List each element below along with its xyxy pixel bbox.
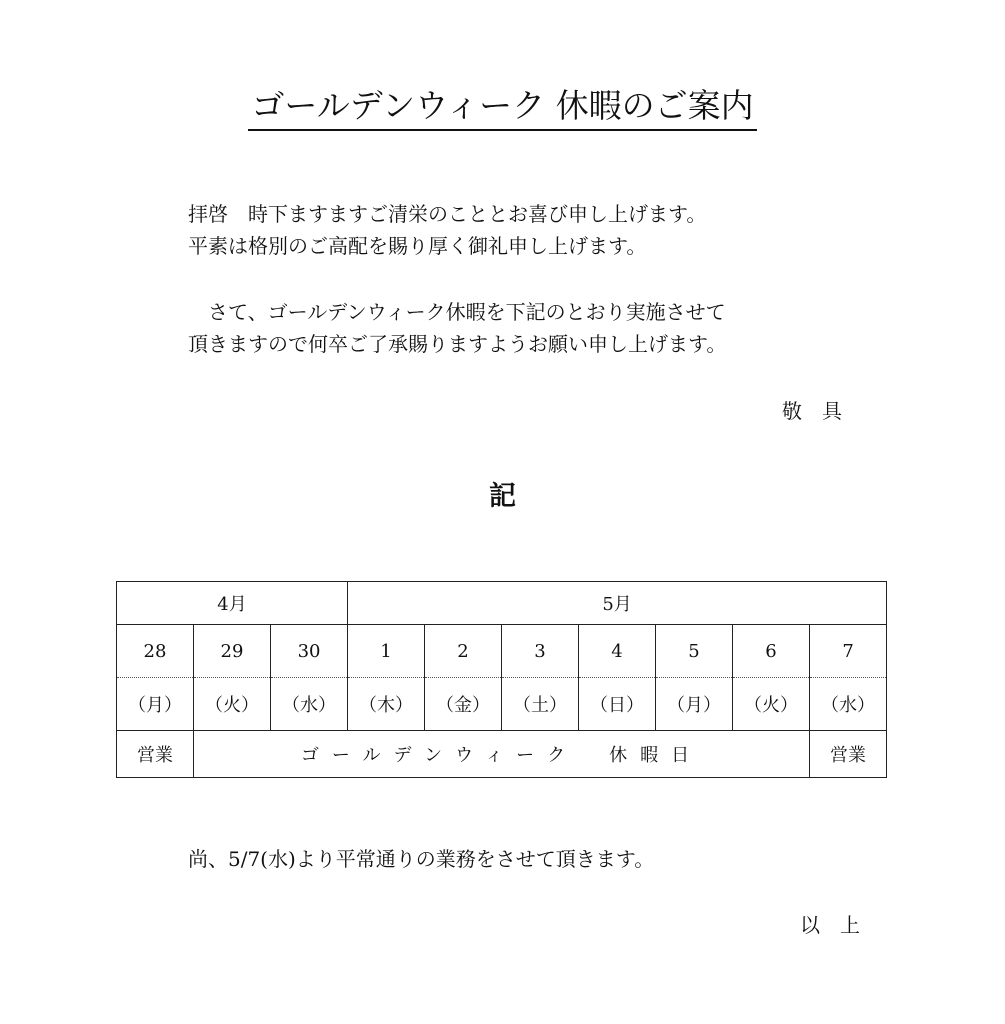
- status-row: [117, 731, 887, 778]
- status-open-cell-start: 営業: [117, 731, 194, 778]
- date-cell: 29: [194, 625, 271, 678]
- document-title-text: ゴールデンウィーク 休暇のご案内: [248, 84, 756, 131]
- weekday-cell: （水）: [271, 678, 348, 731]
- weekday-cell: （火）: [733, 678, 810, 731]
- end-mark: 以 上: [800, 913, 860, 937]
- month-cell-april: 4月: [117, 582, 348, 625]
- weekday-cell: （金）: [425, 678, 502, 731]
- date-cell: 2: [425, 625, 502, 678]
- weekday-cell: （月）: [656, 678, 733, 731]
- message-line-1: さて、ゴールデンウィーク休暇を下記のとおり実施させて: [188, 300, 726, 324]
- message-paragraph: [188, 296, 726, 360]
- weekday-cell: （木）: [348, 678, 425, 731]
- date-cell: 7: [810, 625, 887, 678]
- month-cell-may: 5月: [348, 582, 887, 625]
- closing-salutation: 敬 具: [782, 399, 842, 423]
- weekday-cell: （火）: [194, 678, 271, 731]
- weekday-cell: （土）: [502, 678, 579, 731]
- date-cell: 6: [733, 625, 810, 678]
- document-title: [0, 84, 1005, 131]
- month-row: [117, 582, 887, 625]
- date-cell: 28: [117, 625, 194, 678]
- message-line-2: 頂きますので何卒ご了承賜りますようお願い申し上げます。: [188, 332, 727, 356]
- notice-heading: 記: [489, 481, 516, 512]
- holiday-schedule-table: [116, 581, 887, 778]
- date-cell: 3: [502, 625, 579, 678]
- note-paragraph: 尚、5/7(水)より平常通りの業務をさせて頂きます。: [188, 847, 655, 871]
- greeting-line-1: 拝啓 時下ますますご清栄のこととお喜び申し上げます。: [188, 202, 707, 226]
- date-row: [117, 625, 887, 678]
- date-cell: 5: [656, 625, 733, 678]
- status-open-cell-end: 営業: [810, 731, 887, 778]
- holiday-label-cell: ゴールデンウィーク 休暇日: [194, 731, 810, 778]
- weekday-cell: （日）: [579, 678, 656, 731]
- greeting-line-2: 平素は格別のご高配を賜り厚く御礼申し上げます。: [188, 234, 647, 258]
- weekday-cell: （月）: [117, 678, 194, 731]
- weekday-row: [117, 678, 887, 731]
- date-cell: 30: [271, 625, 348, 678]
- weekday-cell: （水）: [810, 678, 887, 731]
- date-cell: 1: [348, 625, 425, 678]
- date-cell: 4: [579, 625, 656, 678]
- greeting-paragraph: [188, 198, 706, 262]
